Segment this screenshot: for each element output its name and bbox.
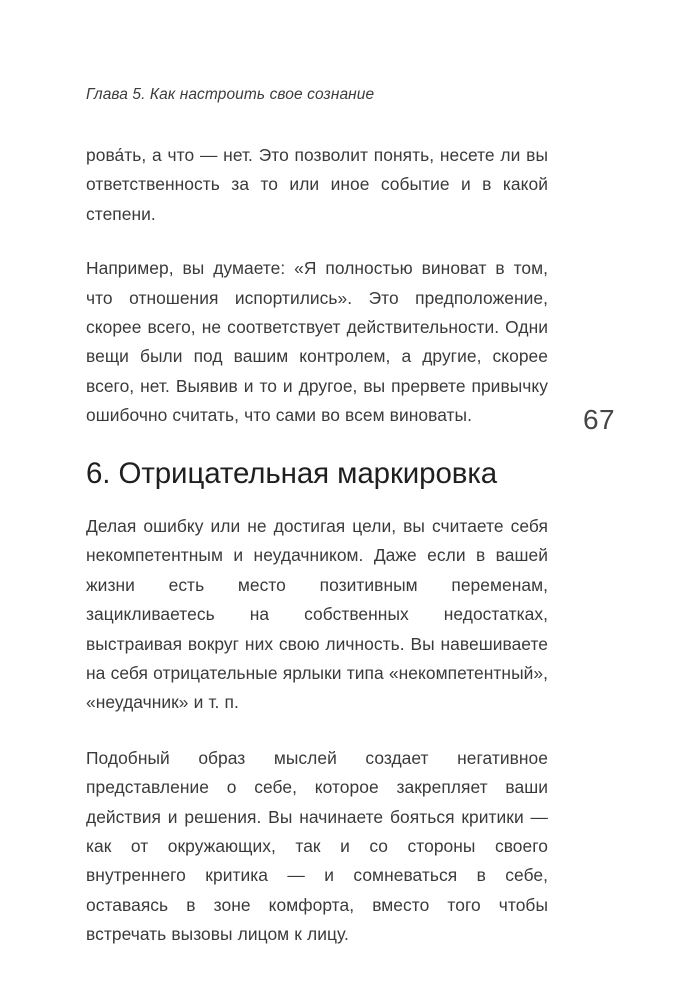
- paragraph: Подобный образ мыслей создает негативное представление о себе, которое закрепляет ваши действия и решения. Вы начинаете бояться критики — как от окружающих, так и со стороны своего внутреннего критика — и сомневаться в себе, оставаясь в зоне комфорта, вместо того чтобы встречать вызовы лицом к лицу.: [86, 747, 548, 945]
- page-number: 67: [583, 404, 615, 435]
- body-text-block: [86, 141, 548, 431]
- running-head: Глава 5. Как настроить свое сознание: [86, 86, 375, 103]
- paragraph: Например, вы думаете: «Я полностью виноват в том, что отношения испортились». Это предположение, скорее всего, не соответствует действительности. Одни вещи были под вашим контролем, а другие, скорее всего, нет. Выявив и то и другое, вы прервете привычку ошибочно считать, что сами во всем виноваты.: [86, 258, 548, 426]
- section-body-block: [86, 512, 548, 950]
- section-heading: 6. Отрицательная маркировка: [86, 457, 498, 490]
- paragraph: рова́ть, а что — нет. Это позволит понять, несете ли вы ответственность за то или иное событие и в какой степени.: [86, 145, 548, 224]
- paragraph: Делая ошибку или не достигая цели, вы считаете себя некомпетентным и неудачником. Даже если в вашей жизни есть место позитивным переменам, зацикливаетесь на собственных недостатках, выстраивая вокруг них свою личность. Вы навешиваете на себя отрицательные ярлыки типа «некомпетентный», «неудачник» и т. п.: [86, 516, 548, 713]
